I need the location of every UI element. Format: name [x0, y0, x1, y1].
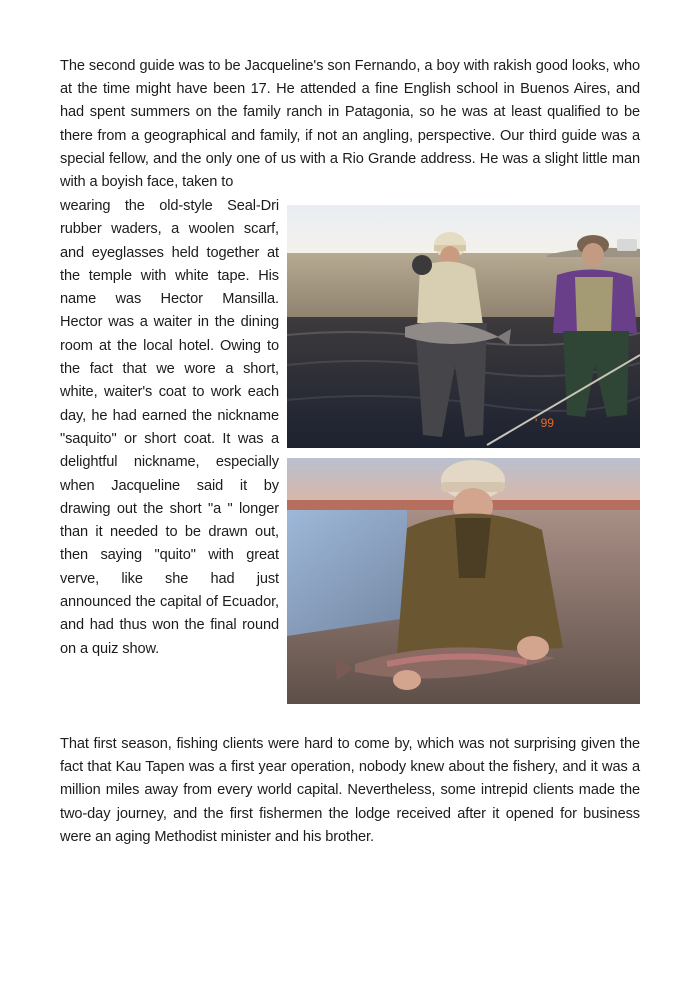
paragraph-guides-intro: The second guide was to be Jacqueline's son Fernando, a boy with rakish good looks, who at the time might have been 17. He attended a fine English school in Buenos Aires, and had spent summers on the family ranch in Patagonia, so he was at least qualified to be there from a geographical and family, if not an angling, perspective. Our third guide was a special fellow, and the only one of us with a Rio Grande address. He was a slight little man with a boyish face, taken to [60, 58, 640, 191]
paragraph-first-season: That first season, fishing clients were hard to come by, which was not surprising given the fact that Kau Tapen was a first year operation, nobody knew about the fishery, and it was a million miles away from every world capital. Nevertheless, some intrepid clients made the two-day journey, and the first fishermen the lodge received after it opened for business were an aging Methodist minister and his brother. [60, 736, 640, 845]
photo-angler-with-trout [287, 458, 640, 704]
photo-date-stamp: ' 99 [535, 416, 554, 430]
photo-guides-holding-trout [287, 205, 640, 448]
paragraph-hector-description: wearing the old-style Seal-Dri rubber waders, a woolen scarf, and eyeglasses held together at the temple with white tape. His name was Hector Mansilla. Hector was a waiter in the dining room at the local hotel. Owing to the fact that we wore a short, white, waiter's coat to work each day, he had earned the nickname "saquito" or short coat. It was a delightful nickname, especially when Jacqueline said it by drawing out the short "a " longer than it needed to be drawn out, then saying "quito" with great verve, like she had just announced the capital of Ecuador, and had thus won the final round on a quiz show. [60, 198, 279, 657]
